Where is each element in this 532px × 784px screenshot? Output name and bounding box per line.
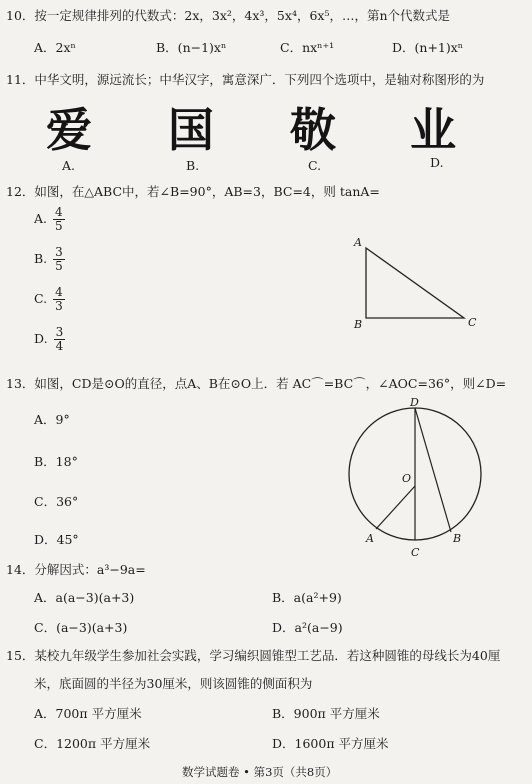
point-label-c: C xyxy=(411,546,420,559)
q10-option-d: D．(n+1)xⁿ xyxy=(392,40,464,55)
q11-char-a: 爱 xyxy=(46,103,92,157)
q11-label-b: B. xyxy=(186,158,200,173)
q12-option-d-letter: D. xyxy=(34,331,48,347)
q14-stem: 14．分解因式：a³−9a= xyxy=(6,562,146,577)
point-label-b: B xyxy=(453,532,462,545)
q14-option-d: D．a²(a−9) xyxy=(272,620,343,635)
q12-option-a xyxy=(34,206,65,233)
page-footer: 数学试题卷 • 第3页（共8页） xyxy=(182,765,338,779)
q15-stem-line1: 15．某校九年级学生参加社会实践，学习编织圆锥型工艺品．若这种圆锥的母线长为40厘 xyxy=(6,648,501,663)
q12-option-c xyxy=(34,286,65,313)
q13-option-a: A．9° xyxy=(34,412,70,427)
q12-option-b xyxy=(34,246,65,273)
vertex-label-a: A xyxy=(354,236,362,249)
q11-char-c: 敬 xyxy=(290,103,336,157)
q14-option-a: A．a(a−3)(a+3) xyxy=(34,590,135,605)
numerator: 4 xyxy=(55,205,63,219)
triangle-abc xyxy=(366,248,464,318)
q12-triangle-figure xyxy=(340,230,490,335)
q11-char-b: 国 xyxy=(168,103,214,157)
point-label-d: D xyxy=(410,398,419,409)
segment-db xyxy=(415,408,451,532)
denominator: 3 xyxy=(55,299,63,314)
denominator: 5 xyxy=(55,219,63,234)
q10-stem: 10．按一定规律排列的代数式：2x，3x²，4x³，5x⁴，6x⁵，…，第n个代数式是 xyxy=(6,8,451,23)
q12-option-c-fraction xyxy=(53,286,65,313)
vertex-label-b: B xyxy=(354,318,363,331)
numerator: 3 xyxy=(55,325,64,339)
numerator: 3 xyxy=(55,245,63,259)
point-label-a: A xyxy=(366,532,374,545)
q12-option-a-fraction xyxy=(53,206,65,233)
q11-stem: 11．中华文明，源远流长；中华汉字，寓意深广．下列四个选项中，是轴对称图形的为 xyxy=(6,72,485,87)
q13-option-c: C．36° xyxy=(34,494,79,509)
q12-option-b-letter: B. xyxy=(34,251,48,267)
q10-option-b: B．(n−1)xⁿ xyxy=(156,40,227,55)
q15-option-c: C．1200π 平方厘米 xyxy=(34,736,151,751)
q11-label-a: A. xyxy=(62,158,76,173)
q12-option-b-fraction xyxy=(53,246,65,273)
q12-option-d xyxy=(34,326,65,353)
denominator: 4 xyxy=(55,339,64,354)
q13-option-b: B．18° xyxy=(34,454,78,469)
q15-option-d: D．1600π 平方厘米 xyxy=(272,736,389,751)
q11-char-d: 业 xyxy=(410,103,456,157)
q13-circle-figure xyxy=(340,398,490,560)
denominator: 5 xyxy=(55,259,63,274)
q13-option-d: D．45° xyxy=(34,532,79,547)
point-label-o: O xyxy=(402,472,412,485)
q10-option-c: C．nxⁿ⁺¹ xyxy=(280,40,335,55)
q11-label-c: C. xyxy=(308,158,322,173)
q10-option-a: A．2xⁿ xyxy=(34,40,76,55)
vertex-label-c: C xyxy=(468,316,477,329)
q15-option-b: B．900π 平方厘米 xyxy=(272,706,380,721)
q12-option-a-letter: A. xyxy=(34,211,48,227)
q11-label-d: D. xyxy=(430,155,444,170)
q12-option-d-fraction xyxy=(54,326,66,353)
q15-option-a: A．700π 平方厘米 xyxy=(34,706,142,721)
numerator: 4 xyxy=(55,285,63,299)
q15-stem-line2: 米，底面圆的半径为30厘米，则该圆锥的侧面积为 xyxy=(34,676,313,691)
q13-stem: 13．如图，CD是⊙O的直径，点A、B在⊙O上．若 AC⌒=BC⌒，∠AOC=36°，则∠D= xyxy=(6,376,507,391)
q14-option-b: B．a(a²+9) xyxy=(272,590,342,605)
segment-oa xyxy=(376,486,415,529)
q12-option-c-letter: C. xyxy=(34,291,48,307)
q12-stem: 12．如图，在△ABC中，若∠B=90°，AB=3，BC=4，则 tanA= xyxy=(6,184,380,199)
q14-option-c: C．(a−3)(a+3) xyxy=(34,620,128,635)
